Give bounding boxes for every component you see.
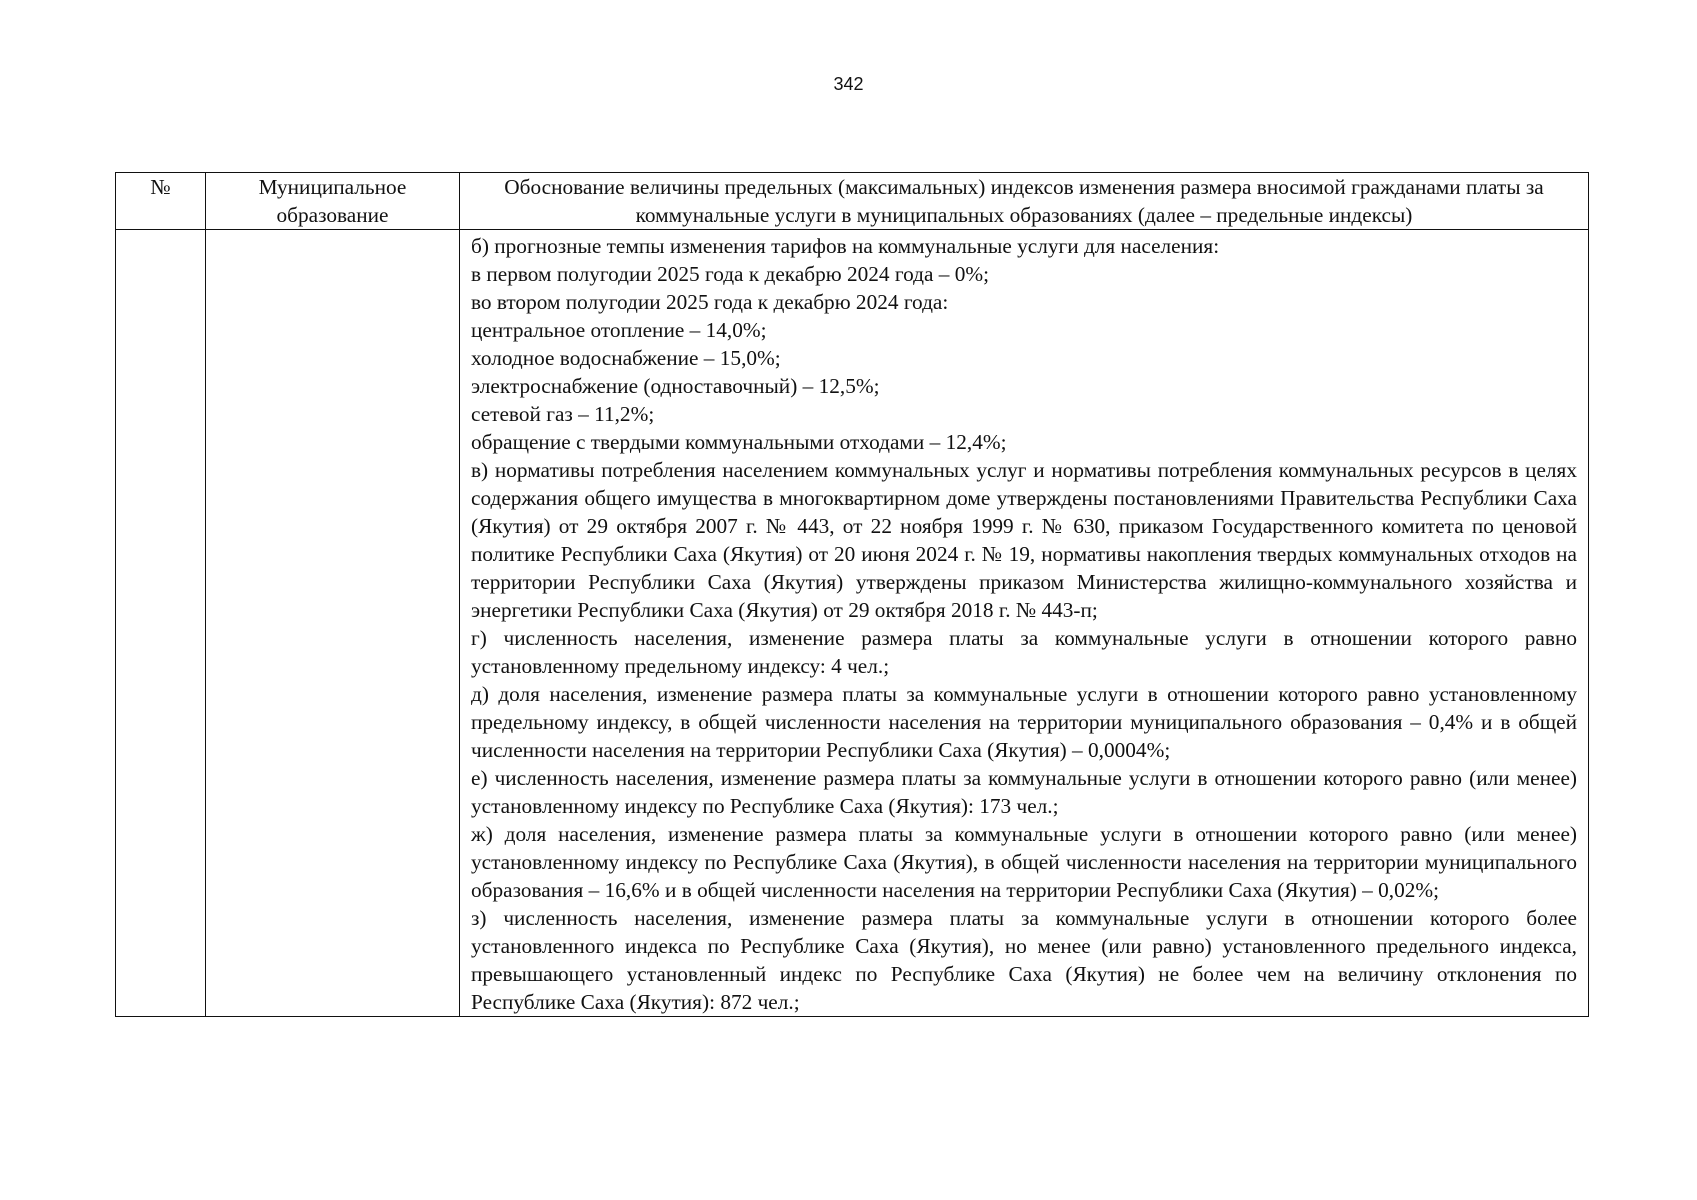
paragraph-gas: сетевой газ – 11,2%; — [471, 402, 655, 426]
header-justification: Обоснование величины предельных (максимальных) индексов изменения размера вносимой гражданами платы за коммунальные услуги в муниципальных образованиях (далее – предельные индексы) — [460, 173, 1589, 230]
paragraph-first-half: в первом полугодии 2025 года к декабрю 2024 года – 0%; — [471, 262, 990, 286]
header-num: № — [116, 173, 206, 230]
paragraph-cold-water: холодное водоснабжение – 15,0%; — [471, 346, 781, 370]
cell-justification — [460, 230, 1589, 1017]
paragraph-b: б) прогнозные темпы изменения тарифов на коммунальные услуги для населения: — [471, 234, 1220, 258]
header-municipality: Муниципальное образование — [206, 173, 460, 230]
justification-table — [115, 172, 1589, 1017]
cell-num — [116, 230, 206, 1017]
paragraph-heating: центральное отопление – 14,0%; — [471, 318, 767, 342]
paragraph-v: в) нормативы потребления населением коммунальных услуг и нормативы потребления коммунальных ресурсов в целях содержания общего имущества в многоквартирном доме утверждены постановлениями Правительства Республики Саха (Якутия) от 29 октября 2007 г. № 443, от 22 ноября 1999 г. № 630, приказом Государственного комитета по ценовой политике Республики Саха (Якутия) от 20 июня 2024 г. № 19, нормативы накопления твердых коммунальных отходов на территории Республики Саха (Якутия) утверждены приказом Министерства жилищно-коммунального хозяйства и энергетики Республики Саха (Якутия) от 29 октября 2018 г. № 443-п; — [471, 458, 1577, 622]
paragraph-d: д) доля населения, изменение размера платы за коммунальные услуги в отношении которого равно установленному предельному индексу, в общей численности населения на территории муниципального образования – 0,4% и в общей численности населения на территории Республики Саха (Якутия) – 0,0004%; — [471, 682, 1577, 762]
paragraph-second-half: во втором полугодии 2025 года к декабрю 2024 года: — [471, 290, 949, 314]
justification-content — [460, 230, 1588, 1016]
paragraph-electricity: электроснабжение (одноставочный) – 12,5%; — [471, 374, 880, 398]
paragraph-e: е) численность населения, изменение размера платы за коммунальные услуги в отношении которого равно (или менее) установленному индексу по Республике Саха (Якутия): 173 чел.; — [471, 766, 1577, 818]
paragraph-waste: обращение с твердыми коммунальными отходами – 12,4%; — [471, 430, 1007, 454]
table-row — [116, 230, 1589, 1017]
paragraph-g: г) численность населения, изменение размера платы за коммунальные услуги в отношении которого равно установленному предельному индексу: 4 чел.; — [471, 626, 1577, 678]
paragraph-zh: ж) доля населения, изменение размера платы за коммунальные услуги в отношении которого равно (или менее) установленному индексу по Республике Саха (Якутия), в общей численности населения на территории муниципального образования – 16,6% и в общей численности населения на территории Республики Саха (Якутия) – 0,02%; — [471, 822, 1577, 902]
paragraph-z: з) численность населения, изменение размера платы за коммунальные услуги в отношении которого более установленного индекса по Республике Саха (Якутия), но менее (или равно) установленного предельного индекса, превышающего установленный индекс по Республике Саха (Якутия) не более чем на величину отклонения по Республике Саха (Якутия): 872 чел.; — [471, 906, 1577, 1014]
page-number: 342 — [833, 74, 864, 94]
cell-municipality — [206, 230, 460, 1017]
table-header-row — [116, 173, 1589, 230]
